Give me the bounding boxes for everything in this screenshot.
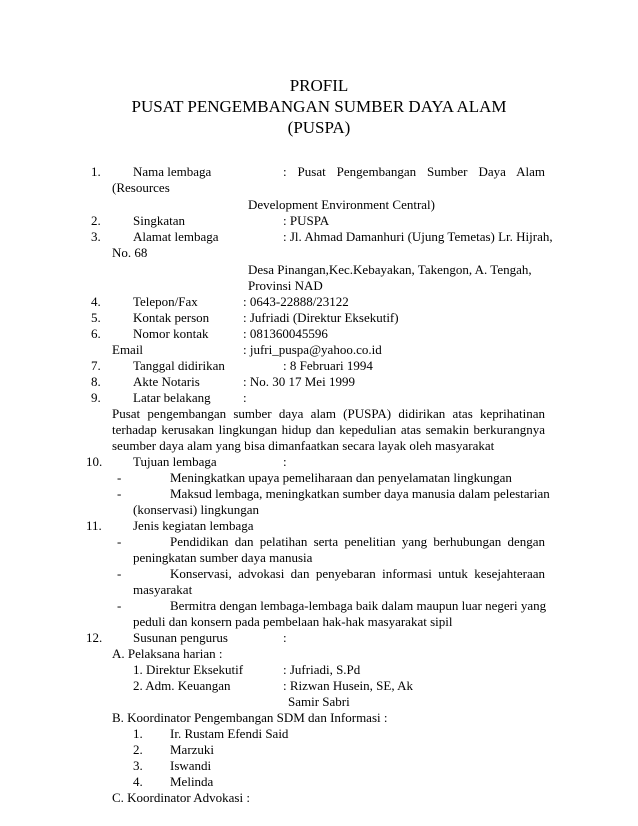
section-c-heading: C. Koordinator Advokasi : [112,790,250,805]
section-b-item-name: Ir. Rustam Efendi Said [170,726,289,741]
item-7-number: 7. [91,358,101,373]
section-b-item-number: 2. [133,742,143,757]
section-a-row-2-label: 2. Adm. Keuangan [133,678,231,693]
item-3-value-wrap: No. 68 [112,245,148,260]
bullet: - [117,470,122,485]
section-a-heading: A. Pelaksana harian : [112,646,223,661]
item-3-value-cont-2: Provinsi NAD [248,278,323,293]
item-9-number: 9. [91,390,101,405]
item-9-label: Latar belakang [133,390,211,405]
item-11-bullet-3: Bermitra dengan lembaga-lembaga baik dalam maupun luar negeri yang [170,598,547,613]
section-b-item-name: Melinda [170,774,214,789]
item-4-value: : 0643-22888/23122 [243,294,349,309]
item-12-number: 12. [86,630,103,645]
item-1-value-wrap: (Resources [112,180,170,195]
item-4-number: 4. [91,294,101,309]
item-12-colon: : [283,630,287,645]
item-3-value-cont-1: Desa Pinangan,Kec.Kebayakan, Takengon, A. Tengah, [248,262,532,277]
item-2-value: : PUSPA [283,213,330,228]
section-a-row-1-value: : Jufriadi, S.Pd [283,662,361,677]
item-11-bullet-1-cont: peningkatan sumber daya manusia [133,550,313,565]
item-11-bullet-2: Konservasi, advokasi dan penyebaran informasi untuk kesejahteraan [170,566,545,581]
item-6-value: : 081360045596 [243,326,328,341]
section-a-row-2-value-2: Samir Sabri [288,694,350,709]
item-7-label: Tanggal didirikan [133,358,225,373]
item-10-bullet-1: Meningkatkan upaya pemeliharaan dan penyelamatan lingkungan [170,470,512,485]
section-b-heading: B. Koordinator Pengembangan SDM dan Informasi : [112,710,388,725]
item-10-label: Tujuan lembaga [133,454,217,469]
section-b-item-number: 4. [133,774,143,789]
item-2-number: 2. [91,213,101,228]
title-line-3: (PUSPA) [287,118,351,137]
bullet: - [117,566,122,581]
item-8-number: 8. [91,374,101,389]
item-11-bullet-3-cont: peduli dan konsern pada pembelaan hak-hak masyarakat sipil [133,614,453,629]
bullet: - [117,486,122,501]
item-11-bullet-1: Pendidikan dan pelatihan serta penelitian yang berhubungan dengan [170,534,545,549]
section-a-row-2-value: : Rizwan Husein, SE, Ak [283,678,413,693]
bullet: - [117,534,122,549]
item-6-label: Nomor kontak [133,326,209,341]
email-label: Email [112,342,144,357]
item-9-text-3: seumber daya alam yang bisa dimanfaatkan secara layak oleh masyarakat [112,438,495,453]
item-9-text-1: Pusat pengembangan sumber daya alam (PUSPA) didirikan atas keprihatinan [112,406,545,421]
item-1-label: Nama lembaga [133,164,212,179]
item-5-number: 5. [91,310,101,325]
bullet: - [117,598,122,613]
item-3-label: Alamat lembaga [133,229,219,244]
item-5-label: Kontak person [133,310,210,325]
item-7-value: : 8 Februari 1994 [283,358,373,373]
item-11-number: 11. [86,518,102,533]
item-10-bullet-2: Maksud lembaga, meningkatkan sumber daya manusia dalam pelestarian [170,486,550,501]
item-8-label: Akte Notaris [133,374,200,389]
item-10-colon: : [283,454,287,469]
section-b-item-name: Iswandi [170,758,212,773]
item-6-number: 6. [91,326,101,341]
section-b-item-number: 3. [133,758,143,773]
item-2-label: Singkatan [133,213,185,228]
email-value: : jufri_puspa@yahoo.co.id [243,342,382,357]
title-line-1: PROFIL [289,76,349,95]
item-11-bullet-2-cont: masyarakat [133,582,193,597]
section-b-item-number: 1. [133,726,143,741]
item-11-label: Jenis kegiatan lembaga [133,518,254,533]
item-12-label: Susunan pengurus [133,630,228,645]
item-10-number: 10. [86,454,103,469]
item-1-number: 1. [91,164,101,179]
item-4-label: Telepon/Fax [133,294,198,309]
item-8-value: : No. 30 17 Mei 1999 [243,374,355,389]
item-1-value-cont: Development Environment Central) [248,197,436,212]
item-10-bullet-2-cont: (konservasi) lingkungan [133,502,260,517]
title-line-2: PUSAT PENGEMBANGAN SUMBER DAYA ALAM [131,97,507,116]
item-3-value: : Jl. Ahmad Damanhuri (Ujung Temetas) Lr. Hijrah, [283,229,553,244]
section-b-item-name: Marzuki [170,742,215,757]
item-1-value: : Pusat Pengembangan Sumber Daya Alam [283,164,545,179]
item-9-colon: : [243,390,247,405]
section-a-row-1-label: 1. Direktur Eksekutif [133,662,244,677]
item-3-number: 3. [91,229,101,244]
item-5-value: : Jufriadi (Direktur Eksekutif) [243,310,399,325]
item-9-text-2: terhadap kerusakan lingkungan hidup dan kepedulian atas semakin berkurangnya [112,422,545,437]
